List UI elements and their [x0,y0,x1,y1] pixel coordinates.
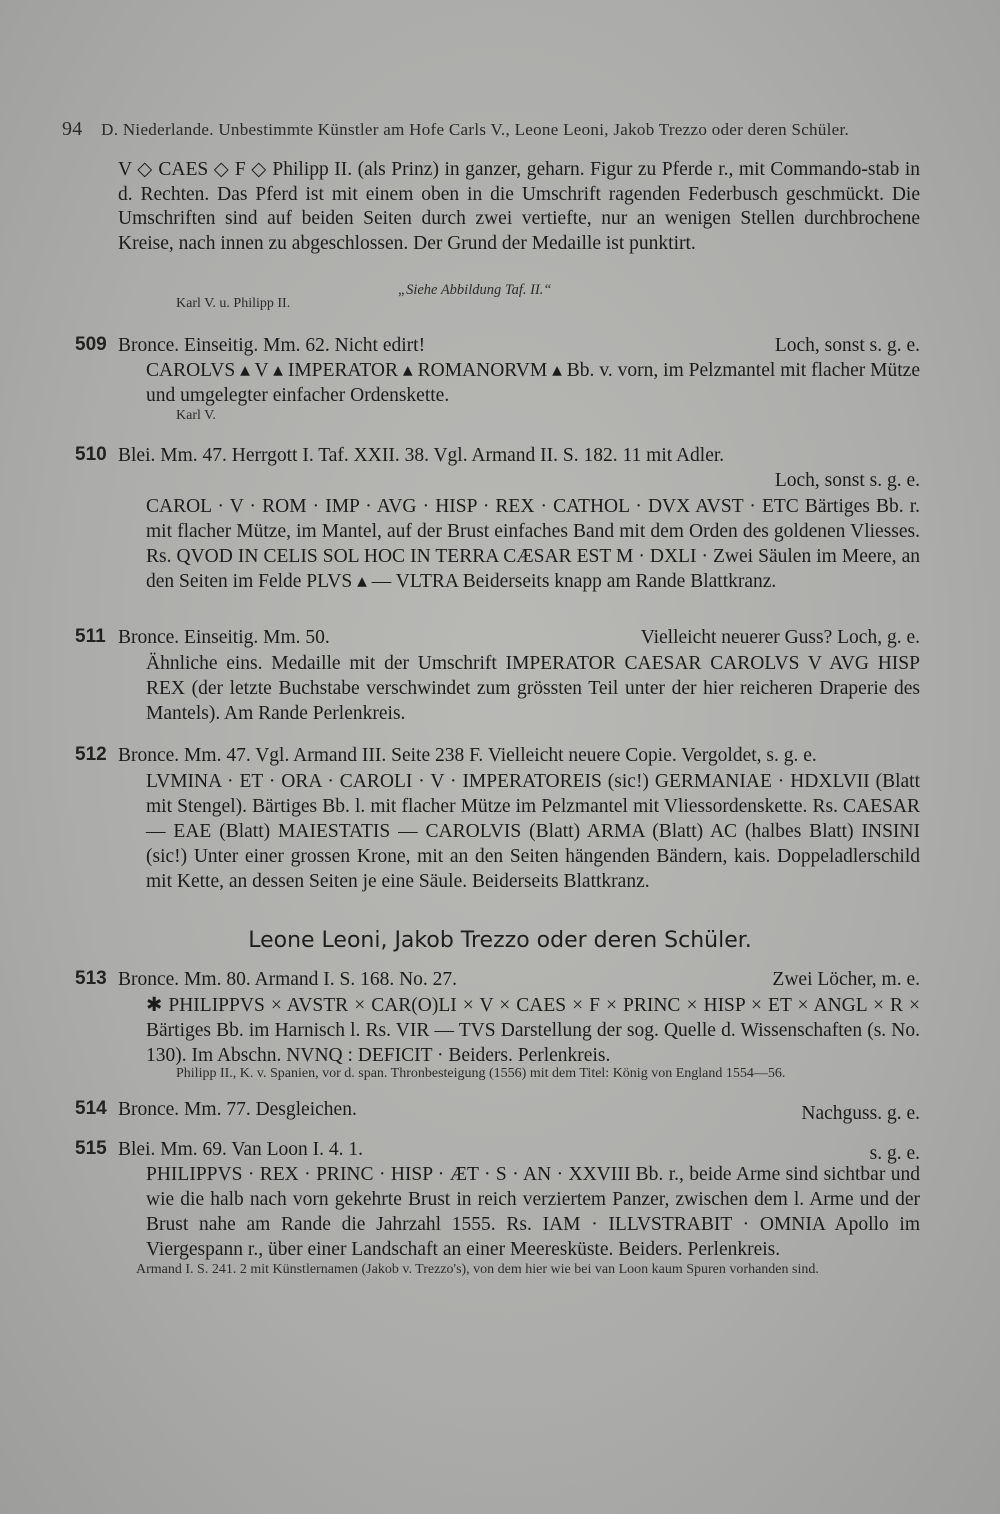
entry-description [146,494,920,594]
intro-text: V ◇ CAES ◇ F ◇ Philipp II. (als Prinz) in ganzer, geharn. Figur zu Pferde r., mit Commando-stab in d. Rechten. Das Pferd ist mit einem oben in die Umschrift ragenden Federbusch geschmückt. Die Umschriften sind auf beiden Seiten durch zwei vertiefte, nur an wenigen Stellen durchbrochene Kreise, nach innen zu abgeschlossen. Der Grund der Medaille ist punktirt. [118,159,920,254]
entry-body: ✱ PHILIPPVS × AVSTR × CAR(O)LI × V × CAES × F × PRINC × HISP × ET × ANGL × R × Bärtiges Bb. im Harnisch l. Rs. VIR — TVS Darstellung der sog. Quelle d. Wissenschaften (s. No. 130). Im Abschn. NVNQ : DEFICIT · Beiders. Perlenkreis. [146,995,920,1066]
entry-number: 509 [75,334,107,355]
entry-head-text: Bronce. Einseitig. Mm. 50. [118,627,330,648]
entry-head [118,968,920,993]
entry-head [118,1098,920,1123]
entry-condition: Zwei Löcher, m. e. [772,969,920,990]
entry-number: 515 [75,1138,107,1159]
entry-description [146,769,920,894]
intro-persons: Karl V. u. Philipp II. [176,296,291,311]
entry-head-text: Bronce. Einseitig. Mm. 62. Nicht edirt! [118,335,426,356]
entry-condition: s. g. e. [869,1143,920,1164]
entry-head [118,1138,920,1163]
entry-note: Karl V. [176,408,216,423]
entry-description [146,651,920,726]
entry-footnote: Armand I. S. 241. 2 mit Künstlernamen (Jakob v. Trezzo's), von dem hier wie bei van Loon kaum Spuren vorhanden sind. [136,1262,819,1277]
entry-number: 514 [75,1098,107,1119]
entry-condition: Vielleicht neuerer Guss? Loch, g. e. [640,627,920,648]
running-title: D. Niederlande. Unbestimmte Künstler am Hofe Carls V., Leone Leoni, Jakob Trezzo oder deren Schüler. [101,120,850,139]
entry-condition: Loch, sonst s. g. e. [774,335,920,356]
entry-head [118,334,920,359]
figure-reference: „Siehe Abbildung Taf. II.“ [398,282,552,298]
page-number: 94 [62,118,83,140]
entry-number: 511 [75,626,106,647]
entry-note: Philipp II., K. v. Spanien, vor d. span. Thronbesteigung (1556) mit dem Titel: König von England 1554—56. [176,1066,786,1081]
entry-number: 513 [75,968,107,989]
entry-body: PHILIPPVS · REX · PRINC · HISP · ÆT · S · AN · XXVIII Bb. r., beide Arme sind sichtbar und wie die halb nach vorn gekehrte Brust in reich verziertem Panzer, zwischen dem l. Arme und der Brust nahe am Rande die Jahrzahl 1555. Rs. IAM · ILLVSTRABIT · OMNIA Apollo im Viergespann r., über einer Landschaft an einer Meeresküste. Beiders. Perlenkreis. [146,1164,920,1260]
entry-number: 512 [75,744,107,765]
entry-condition: Loch, sonst s. g. e. [774,470,920,491]
section-heading: Leone Leoni, Jakob Trezzo oder deren Schüler. [248,928,752,953]
intro-paragraph [118,158,920,256]
entry-head-text: Bronce. Mm. 80. Armand I. S. 168. No. 27. [118,969,458,990]
entry-head-text: Blei. Mm. 69. Van Loon I. 4. 1. [118,1139,364,1160]
entry-head [118,744,920,769]
entry-description [146,993,920,1068]
entry-head [118,444,920,469]
entry-number: 510 [75,444,107,465]
entry-head-text: Blei. Mm. 47. Herrgott I. Taf. XXII. 38. Vgl. Armand II. S. 182. 11 mit Adler. [118,445,725,466]
entry-body: CAROL · V · ROM · IMP · AVG · HISP · REX · CATHOL · DVX AVST · ETC Bärtiges Bb. r. mit flacher Mütze, im Mantel, auf der Brust einfaches Band mit dem Orden des goldenen Vliesses. Rs. QVOD IN CELIS SOL HOC IN TERRA CÆSAR EST M · DXLI · Zwei Säulen im Meere, an den Seiten im Felde PLVS ▴ — VLTRA Beiderseits knapp am Rande Blattkranz. [146,496,920,592]
entry-body: Ähnliche eins. Medaille mit der Umschrift IMPERATOR CAESAR CAROLVS V AVG HISP REX (der letzte Buchstabe verschwindet zum grössten Teil unter der hier reicheren Draperie des Mantels). Am Rande Perlenkreis. [146,653,920,724]
entry-head-text: Bronce. Mm. 47. Vgl. Armand III. Seite 238 F. Vielleicht neuere Copie. Vergoldet, s. g. e. [118,745,817,766]
entry-body: LVMINA · ET · ORA · CAROLI · V · IMPERATOREIS (sic!) GERMANIAE · HDXLVII (Blatt mit Stengel). Bärtiges Bb. l. mit flacher Mütze im Pelzmantel mit Vliessordenskette. Rs. CAESAR — EAE (Blatt) MAIESTATIS — CAROLVIS (Blatt) ARMA (Blatt) AC (halbes Blatt) INSINI (sic!) Unter einer grossen Krone, mit an den Seiten hängenden Bändern, kais. Doppeladlerschild mit Kette, an dessen Seiten je eine Säule. Beiderseits Blattkranz. [146,771,920,892]
entry-body: CAROLVS ▴ V ▴ IMPERATOR ▴ ROMANORVM ▴ Bb. v. vorn, im Pelzmantel mit flacher Mütze und umgelegter einfacher Ordenskette. [146,360,920,406]
entry-head [118,626,920,651]
entry-description [146,358,920,408]
entry-description [146,1162,920,1262]
running-header [62,118,922,141]
entry-condition: Nachguss. g. e. [801,1103,920,1124]
entry-head-text: Bronce. Mm. 77. Desgleichen. [118,1099,357,1120]
